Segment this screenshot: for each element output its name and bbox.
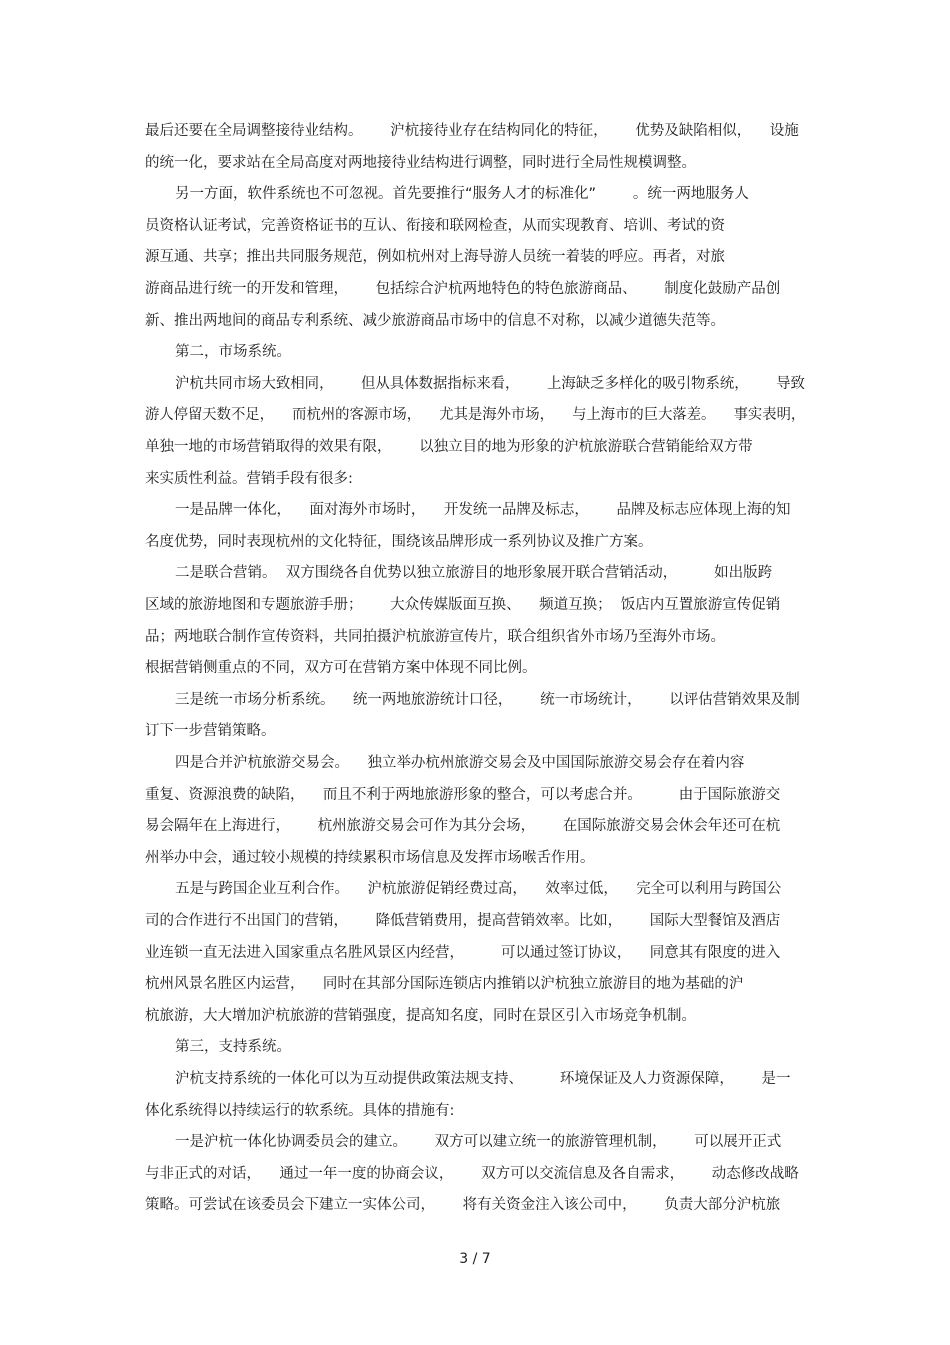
text-line: 一是品牌一体化， 面对海外市场时， 开发统一品牌及标志， 品牌及标志应体现上海的知: [175, 502, 791, 519]
text-line: 一是沪杭一体化协调委员会的建立。 双方可以建立统一的旅游管理机制， 可以展开正式: [175, 1134, 782, 1151]
text-line: 业连锁一直无法进入国家重点名胜风景区内经营， 可以通过签订协议， 同意其有限度的进入: [145, 944, 781, 961]
text-line: 州举办中会，通过较小规模的持续累积市场信息及发挥市场喉舌作用。: [145, 849, 595, 866]
text-line: 重复、资源浪费的缺陷， 而且不利于两地旅游形象的整合，可以考虑合并。 由于国际旅游交: [145, 786, 781, 803]
text-line: 区域的旅游地图和专题旅游手册； 大众传媒版面互换、 频道互换； 饭店内互置旅游宣传促销: [145, 597, 781, 613]
text-line: 杭州风景名胜区内运营， 同时在其部分国际连锁店内推销以沪杭独立旅游目的地为基础的沪: [145, 976, 744, 993]
text-line: 单独一地的市场营销取得的效果有限， 以独立目的地为形象的沪杭旅游联合营销能给双方带: [145, 439, 753, 455]
text-line: 来实质性利益。营销手段有很多:: [145, 470, 353, 487]
text-line: 杭旅游，大大增加沪杭旅游的营销强度，提高知名度，同时在景区引入市场竞争机制。: [145, 1007, 696, 1024]
text-line: 二是联合营销。 双方围绕各自优势以独立旅游目的地形象展开联合营销活动， 如出版跨: [175, 565, 773, 582]
text-line: 策略。可尝试在该委员会下建立一实体公司， 将有关资金注入该公司中， 负责大部分沪杭旅: [145, 1197, 781, 1214]
text-line: 游商品进行统一的开发和管理， 包括综合沪杭两地特色的特色旅游商品、 制度化鼓励产品创: [145, 281, 781, 297]
text-line: 三是统一市场分析系统。 统一两地旅游统计口径， 统一市场统计， 以评估营销效果及制: [175, 691, 800, 708]
text-line: 订下一步营销策略。: [145, 723, 276, 740]
text-line: 品；两地联合制作宣传资料，共同拍摄沪杭旅游宣传片，联合组织省外市场乃至海外市场。: [145, 628, 725, 645]
text-line: 最后还要在全局调整接待业结构。 沪杭接待业存在结构同化的特征， 优势及缺陷相似， 设施: [145, 123, 799, 139]
text-line: 根据营销侧重点的不同，双方可在营销方案中体现不同比例。: [145, 660, 537, 677]
text-line: 的统一化，要求站在全局高度对两地接待业结构进行调整，同时进行全局性规模调整。: [145, 154, 696, 171]
text-line: 源互通、共享；推出共同服务规范，例如杭州对上海导游人员统一着装的呼应。再者，对旅: [145, 249, 725, 266]
text-line: 体化系统得以持续运行的软系统。具体的措施有:: [145, 1102, 455, 1119]
text-line: 沪杭支持系统的一体化可以为互动提供政策法规支持、 环境保证及人力资源保障， 是一: [175, 1071, 791, 1087]
text-line: 新、推出两地间的商品专利系统、减少旅游商品市场中的信息不对称，以减少道德失范等。: [145, 312, 725, 329]
text-line: 第三，支持系统。: [175, 1039, 291, 1056]
text-line: 名度优势，同时表现杭州的文化特征，围绕该品牌形成一系列协议及推广方案。: [145, 533, 653, 550]
text-line: 另一方面，软件系统也不可忽视。首先要推行“服务人才的标准化” 。统一两地服务人: [175, 186, 749, 203]
text-line: 五是与跨国企业互利合作。 沪杭旅游促销经费过高， 效率过低， 完全可以利用与跨国公: [175, 881, 782, 898]
text-line: 与非正式的对话， 通过一年一度的协商会议， 双方可以交流信息及各自需求， 动态修改战略: [145, 1165, 799, 1182]
text-line: 司的合作进行不出国门的营销， 降低营销费用，提高营销效率。比如， 国际大型餐馆及酒店: [145, 913, 781, 929]
text-line: 员资格认证考试，完善资格证书的互认、衔接和联网检查，从而实现教育、培训、考试的资: [145, 217, 725, 234]
text-line: 易会隔年在上海进行， 杭州旅游交易会可作为其分会场， 在国际旅游交易会休会年还可在杭: [145, 818, 781, 835]
text-line: 第二，市场系统。: [175, 344, 291, 361]
text-line: 游人停留天数不足， 而杭州的客源市场， 尤其是海外市场， 与上海市的巨大落差。 事实表明，: [145, 407, 806, 424]
page-number: 3 / 7: [459, 1251, 491, 1267]
text-line: 沪杭共同市场大致相同， 但从具体数据指标来看， 上海缺乏多样化的吸引物系统， 导致: [175, 375, 805, 392]
text-line: 四是合并沪杭旅游交易会。 独立举办杭州旅游交易会及中国国际旅游交易会存在着内容: [175, 755, 745, 771]
